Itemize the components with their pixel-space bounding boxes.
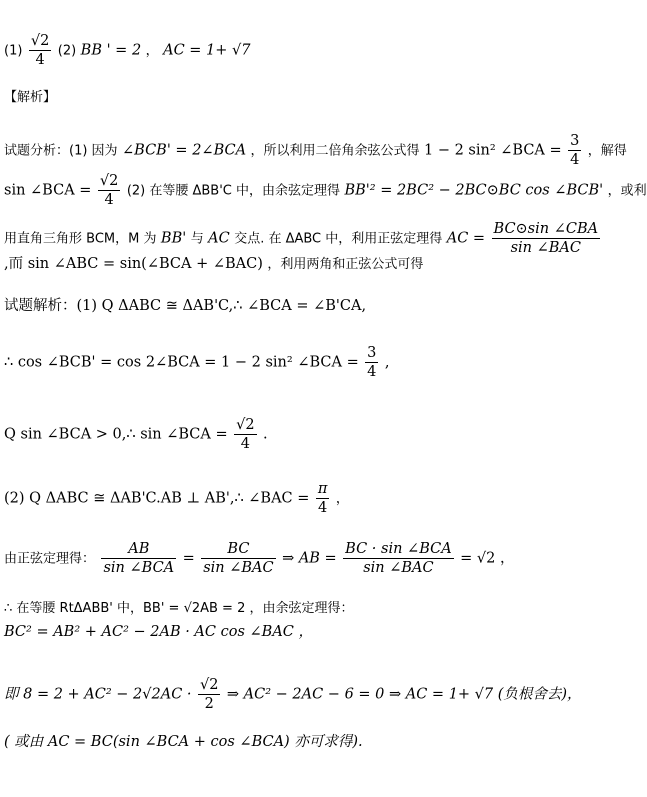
- solution-text: ( 或由 AC = BC(sin ∠BCA + cos ∠BCA) 亦可求得).: [4, 734, 363, 750]
- solution-line-9: [4, 732, 363, 752]
- solution-fraction: [365, 344, 378, 381]
- answer-part1-fraction: [29, 32, 51, 69]
- analysis-math: BB'² = 2BC² − 2BC⊙BC cos ∠BCB': [344, 182, 604, 199]
- solution-math: ⇒ AB =: [282, 550, 337, 567]
- fraction-numerator: √2: [199, 677, 219, 693]
- answer-line: [4, 32, 250, 69]
- fraction-denominator: 4: [570, 152, 580, 168]
- analysis-line-3: [4, 220, 602, 257]
- analysis-line-2: [4, 172, 647, 209]
- analysis-fraction: [568, 132, 581, 169]
- fraction-denominator: 4: [240, 436, 250, 452]
- answer-separator: ，: [145, 43, 159, 59]
- solution-text: 由正弦定理得：: [4, 551, 96, 567]
- analysis-text: 试题分析：(1) 因为: [4, 143, 118, 159]
- fraction-numerator: 3: [570, 133, 580, 149]
- solution-math: ⇒ AC² − 2AC − 6 = 0 ⇒ AC = 1+ √7 (负根舍去)，: [226, 686, 582, 703]
- fraction-numerator: √2: [30, 33, 50, 49]
- answer-ac-value: AC = 1+ √7: [163, 42, 251, 59]
- analysis-text: ，所以利用二倍角余弦公式得: [250, 143, 420, 159]
- analysis-text: 与: [190, 231, 204, 247]
- analysis-text: ，利用两角和正弦公式可得: [267, 257, 424, 272]
- solution-line-4: [4, 480, 349, 517]
- fraction-denominator: 4: [35, 52, 45, 68]
- solution-fraction: [201, 540, 275, 577]
- answer-part2-label: (2): [57, 43, 77, 59]
- solution-fraction: [198, 676, 220, 713]
- solution-fraction: [343, 540, 454, 577]
- solution-fraction: [316, 480, 330, 517]
- fraction-numerator: BC⊙sin ∠CBA: [493, 221, 599, 237]
- fraction-numerator: AB: [101, 540, 176, 559]
- analysis-text: ，或利: [607, 183, 647, 199]
- solution-line-1: 试题解析：(1) Q ΔABC ≅ ΔAB'C,∴ ∠BCA = ∠B'CA,: [4, 298, 367, 314]
- fraction-denominator: 4: [104, 192, 114, 208]
- analysis-math: BB': [160, 230, 187, 247]
- solution-line-2: [4, 344, 389, 381]
- fraction-numerator: BC: [201, 540, 275, 559]
- solution-punct: ，: [335, 491, 349, 507]
- fraction-numerator: √2: [236, 417, 255, 433]
- solution-math: 即 8 = 2 + AC² − 2√2AC ·: [4, 686, 192, 703]
- fraction-denominator: 4: [318, 500, 328, 516]
- analysis-text: (2) 在等腰 ΔBB'C 中，由余弦定理得: [126, 183, 341, 199]
- fraction-denominator: 2: [204, 696, 214, 712]
- fraction-numerator: π: [317, 481, 328, 497]
- analysis-math: AC: [208, 230, 230, 247]
- solution-math: ∴ cos ∠BCB' = cos 2∠BCA = 1 − 2 sin² ∠BCA =: [4, 354, 359, 371]
- analysis-math: sin ∠BCA =: [4, 182, 92, 199]
- analysis-text: ，解得: [587, 143, 627, 159]
- fraction-numerator: 3: [367, 345, 377, 361]
- answer-bb-value: BB ' = 2: [80, 42, 142, 59]
- analysis-math: AC =: [446, 230, 486, 247]
- solution-math: (2) Q ΔABC ≅ ΔAB'C.AB ⊥ AB',∴ ∠BAC =: [4, 490, 310, 507]
- analysis-text: 用直角三角形 BCM，M 为: [4, 231, 157, 247]
- analysis-text: 交点. 在 ΔABC 中，利用正弦定理得: [234, 231, 443, 247]
- fraction-denominator: sin ∠BCA: [103, 560, 175, 576]
- solution-punct: .: [263, 426, 268, 443]
- analysis-line-1: [4, 132, 627, 169]
- solution-math: = √2 ，: [460, 550, 515, 567]
- solution-punct: ,: [384, 354, 390, 371]
- solution-line-8: [4, 676, 582, 713]
- analysis-fraction: [492, 220, 601, 257]
- analysis-math: 1 − 2 sin² ∠BCA =: [423, 142, 562, 159]
- analysis-math: ,而 sin ∠ABC = sin(∠BCA + ∠BAC): [4, 256, 263, 272]
- analysis-math: ∠BCB' = 2∠BCA: [122, 142, 247, 159]
- fraction-denominator: sin ∠BAC: [363, 560, 434, 576]
- solution-math: =: [182, 550, 195, 567]
- analysis-line-4: [4, 254, 423, 275]
- solution-line-5: [4, 540, 514, 577]
- section-heading: 【解析】: [4, 90, 57, 105]
- answer-part1-label: (1): [4, 43, 23, 59]
- fraction-denominator: sin ∠BAC: [510, 240, 581, 256]
- solution-text: ∴ 在等腰 RtΔABB' 中，BB' = √2AB = 2 ，由余弦定理得：: [4, 601, 354, 616]
- fraction-numerator: √2: [99, 173, 119, 189]
- solution-line-6: [4, 598, 354, 619]
- solution-fraction: [234, 416, 256, 453]
- fraction-denominator: 4: [367, 364, 377, 380]
- fraction-denominator: sin ∠BAC: [203, 560, 274, 576]
- solution-line-3: [4, 416, 268, 453]
- solution-fraction: [101, 540, 176, 577]
- solution-line-7: BC² = AB² + AC² − 2AB · AC cos ∠BAC ，: [4, 624, 313, 640]
- analysis-fraction: [98, 172, 120, 209]
- fraction-numerator: BC · sin ∠BCA: [345, 541, 452, 557]
- solution-math: Q sin ∠BCA > 0,∴ sin ∠BCA =: [4, 426, 228, 443]
